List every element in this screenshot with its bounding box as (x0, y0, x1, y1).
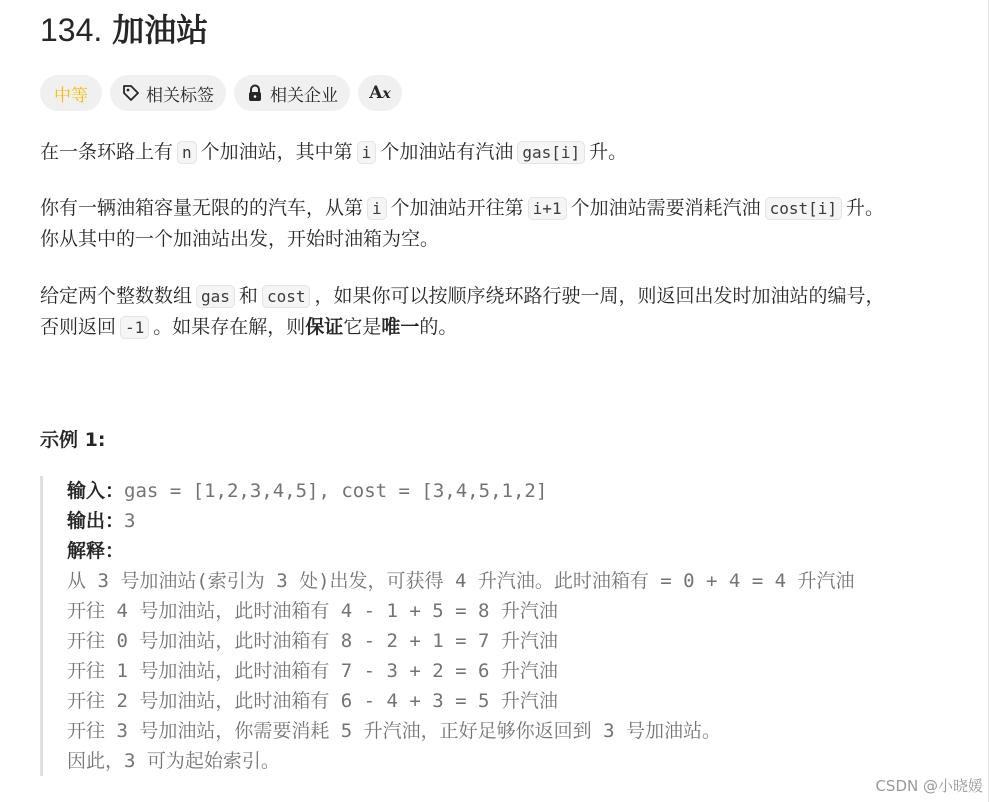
explain-label: 解释： (67, 540, 125, 562)
paragraph-2-line-2: 你从其中的一个加油站出发，开始时油箱为空。 (40, 228, 440, 250)
paragraph-3-line-1: 给定两个整数数组 gas 和 cost ，如果你可以按顺序绕环路行驶一周，则返回出发时加油站的编号， (40, 285, 885, 307)
watermark: CSDN @小晓媛 (875, 777, 983, 795)
explain-text-line: 开往 2 号加油站，此时油箱有 6 - 4 + 3 = 5 升汽油 (67, 690, 558, 712)
output-label: 输出： (67, 510, 125, 532)
translate-icon: Ax (369, 83, 391, 103)
inline-code-minus-1: -1 (120, 316, 149, 339)
problem-page (40, 0, 970, 772)
inline-code-i-plus-1: i+1 (528, 197, 567, 220)
inline-code-n: n (177, 141, 197, 164)
example-input-line (67, 476, 960, 506)
inline-code-cost-i: cost[i] (765, 197, 842, 220)
translate-button[interactable] (358, 75, 402, 111)
emphasis-guarantee: 保证 (305, 316, 344, 338)
input-value: gas = [1,2,3,4,5], cost = [3,4,5,1,2] (124, 480, 548, 502)
example-output-line (67, 506, 960, 536)
inline-code-cost: cost (262, 285, 311, 308)
explain-text-line: 开往 3 号加油站，你需要消耗 5 升汽油，正好足够你返回到 3 号加油站。 (67, 720, 721, 742)
difficulty-badge[interactable]: 中等 (40, 75, 102, 111)
inline-code-gas: gas (196, 285, 235, 308)
paragraph-3-line-2: 否则返回 -1 。如果存在解，则保证它是唯一的。 (40, 316, 458, 338)
description-paragraph-1: 在一条环路上有 n 个加油站，其中第 i 个加油站有汽油 gas[i] 升。 (40, 141, 628, 163)
inline-code-i: i (357, 141, 377, 164)
explain-text-line: 开往 0 号加油站，此时油箱有 8 - 2 + 1 = 7 升汽油 (67, 630, 558, 652)
problem-name: 加油站 (112, 11, 209, 49)
paragraph-2-line-1: 你有一辆油箱容量无限的的汽车，从第 i 个加油站开往第 i+1 个加油站需要消耗汽油 cost[i] 升。 (40, 197, 885, 219)
description-paragraph-3 (40, 281, 970, 343)
related-tags-button[interactable] (110, 75, 226, 111)
output-value: 3 (124, 510, 136, 532)
emphasis-unique: 唯一 (381, 316, 420, 338)
explain-text-line: 从 3 号加油站(索引为 3 处)出发，可获得 4 升汽油。此时油箱有 = 0 + 4 = 4 升汽油 (67, 570, 855, 592)
tag-bar (40, 75, 402, 111)
example-explain-line (67, 536, 960, 566)
inline-code-i: i (367, 197, 387, 220)
input-label: 输入： (67, 480, 125, 502)
explain-text-line: 开往 1 号加油站，此时油箱有 7 - 3 + 2 = 6 升汽油 (67, 660, 558, 682)
inline-code-gas-i: gas[i] (517, 141, 585, 164)
related-companies-label: 相关企业 (270, 85, 338, 106)
description-paragraph-2 (40, 193, 970, 254)
lock-icon (246, 84, 264, 102)
explain-text-line: 开往 4 号加油站，此时油箱有 4 - 1 + 5 = 8 升汽油 (67, 600, 558, 622)
example-title: 示例 1: (40, 429, 106, 451)
example-block (40, 476, 960, 776)
problem-title (40, 10, 970, 50)
explain-text-line: 因此，3 可为起始索引。 (67, 750, 280, 772)
tag-icon (122, 84, 140, 102)
related-companies-button[interactable] (234, 75, 350, 111)
problem-number: 134. (40, 12, 103, 48)
related-tags-label: 相关标签 (146, 85, 214, 106)
